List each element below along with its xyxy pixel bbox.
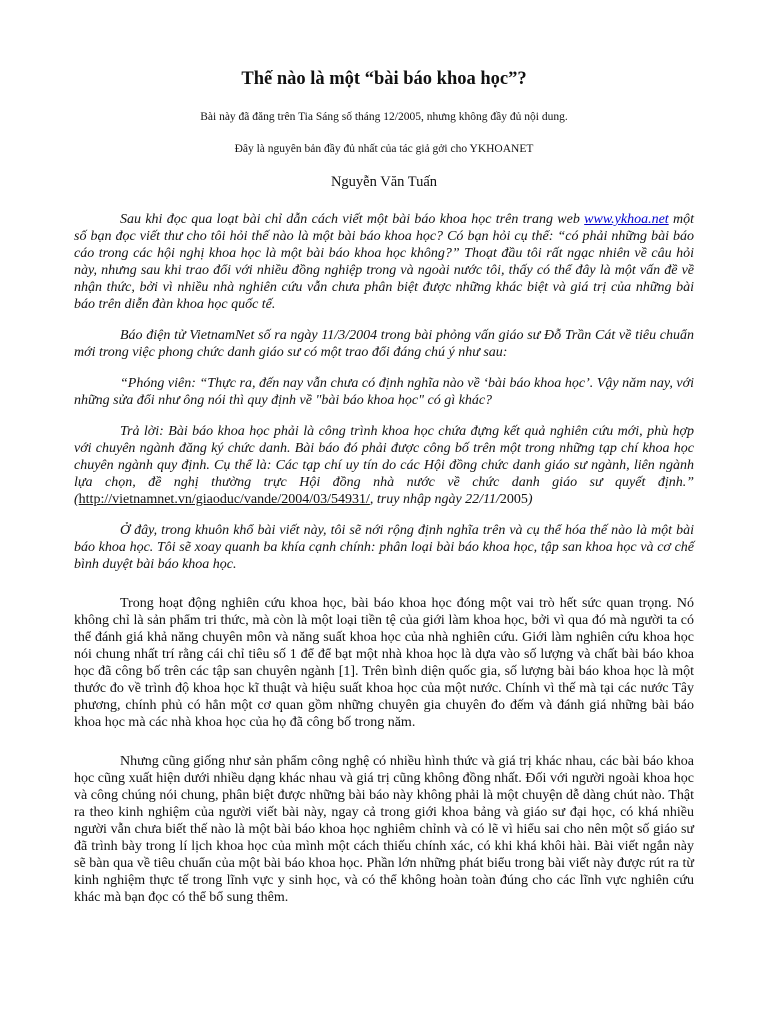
- version-note: Đây là nguyên bản đầy đủ nhất của tác giả gởi cho YKHOANET: [234, 143, 534, 155]
- author-name: Nguyễn Văn Tuấn: [330, 174, 438, 190]
- p4-text-b: , truy nhập ngày 22/11/: [369, 492, 500, 507]
- paragraph-4-answer: [74, 423, 694, 508]
- p1-text-a: Sau khi đọc qua loạt bài chỉ dẫn cách viết một bài báo khoa học trên trang web: [120, 212, 585, 227]
- ykhoa-link[interactable]: www.ykhoa.net: [584, 212, 669, 227]
- p1-text-b: một số bạn đọc viết thư cho tôi hỏi thế nào là một bài báo khoa học? Có bạn hỏi cụ thể: “có phải những bài báo cáo trong các hội nghị khoa học là một bài báo khoa học không?” Thoạt đầu tôi rất ngạc nhiên về câu hỏi này, nhưng sau khi trao đổi với nhiều đồng nghiệp trong và ngoài nước tôi, thấy có thể đây là một vấn đề về nhận thức, bởi vì nhiều nhà nghiên cứu vẫn chưa phân biệt được những khác biệt và giá trị của những bài báo trên diễn đàn khoa học quốc tế.: [74, 212, 695, 312]
- paragraph-3-quote: “Phóng viên: “Thực ra, đến nay vẫn chưa có định nghĩa nào về ‘bài báo khoa học’. Vậy năm nay, với những sửa đổi như ông nói thì quy định về "bài báo khoa học" có gì khác?: [74, 376, 694, 408]
- p4-text-c: ): [527, 492, 533, 507]
- paragraph-6: Trong hoạt động nghiên cứu khoa học, bài báo khoa học đóng một vai trò hết sức quan trọng. Nó không chỉ là sản phẩm tri thức, mà còn là một loại tiền tệ của giới làm khoa học, bởi vì qua đó mà người ta có thể đánh giá khả năng chuyên môn và năng suất khoa học của nhà nghiên cứu. Giới làm nghiên cứu khoa học nói chung nhất trí rằng cái chỉ tiêu số 1 để để bạt một nhà khoa học là dựa vào số lượng và chất bài báo khoa học đã công bố trên các tập san chuyên ngành [1]. Trên bình diện quốc gia, số lượng bài báo khoa học là một thước đo về trình độ khoa học kĩ thuật và hiệu suất khoa học của một nước. Chính vì thế mà tại các nước Tây phương, chính phủ có hẳn một cơ quan gồm những chuyên gia chuyên đo đếm và đánh giá những bài báo khoa học mà các nhà khoa học của họ đã công bố trong năm.: [74, 596, 694, 730]
- p4-year: 2005: [499, 492, 528, 507]
- paragraph-7: Nhưng cũng giống như sản phẩm công nghệ có nhiều hình thức và giá trị khác nhau, các bài báo khoa học cũng xuất hiện dưới nhiều dạng khác nhau và giá trị cũng không đồng nhất. Đối với người ngoài khoa học và công chúng nói chung, phân biệt được những bài báo này không phải là một chuyện dễ dàng chút nào. Thật ra theo kinh nghiệm của người viết bài này, ngay cả trong giới khoa bảng và giáo sư đại học, có khá nhiều người vẫn chưa biết thế nào là một bài báo khoa học nghiêm chỉnh và có lẽ vì hiểu sai cho nên một số giáo sư đã trình bày trong lí lịch khoa học của mình một cách thiếu chính xác, có khi khá khôi hài. Bài viết ngắn này sẽ bàn qua về tiêu chuẩn của một bài báo khoa học. Phần lớn những phát biểu trong bài viết này được rút ra từ kinh nghiệm thực tế trong lĩnh vực y sinh học, và có thể không hoàn toàn đúng cho các lĩnh vực nghiên cứu khác mà bạn đọc có thể bổ sung thêm.: [74, 754, 694, 905]
- paragraph-2: Báo điện tử VietnamNet số ra ngày 11/3/2004 trong bài phỏng vấn giáo sư Đỗ Trần Cát về tiêu chuẩn mới trong việc phong chức danh giáo sư có một trao đổi đáng chú ý như sau:: [74, 328, 694, 360]
- paragraph-1: [74, 211, 694, 313]
- publication-note: Bài này đã đăng trên Tia Sáng số tháng 12/2005, nhưng không đầy đủ nội dung.: [200, 111, 568, 123]
- p4-text-a: Trả lời: Bài báo khoa học phải là công trình khoa học chứa đựng kết quả nghiên cứu mới, phù hợp với chuyên ngành đăng ký chức danh. Bài báo đó phải được công bố trên một trong những tạp chí khoa học chuyên ngành quy định. Cụ thể là: Các tạp chí uy tín do các Hội đồng chức danh giáo sư ngành, liên ngành lựa chọn, đề nghị thường trực Hội đồng nhà nước về chức danh giáo sư quyết định.” (: [74, 424, 694, 507]
- article-title: Thế nào là một “bài báo khoa học”?: [241, 69, 527, 89]
- paragraph-5: Ở đây, trong khuôn khổ bài viết này, tôi sẽ nới rộng định nghĩa trên và cụ thể hóa thế nào là một bài báo khoa học. Tôi sẽ xoay quanh ba khía cạnh chính: phân loại bài báo khoa học, tập san khoa học và cơ chế bình duyệt bài báo khoa học.: [74, 523, 694, 572]
- vietnamnet-url-link[interactable]: http://vietnamnet.vn/giaoduc/vande/2004/03/54931/: [78, 492, 370, 507]
